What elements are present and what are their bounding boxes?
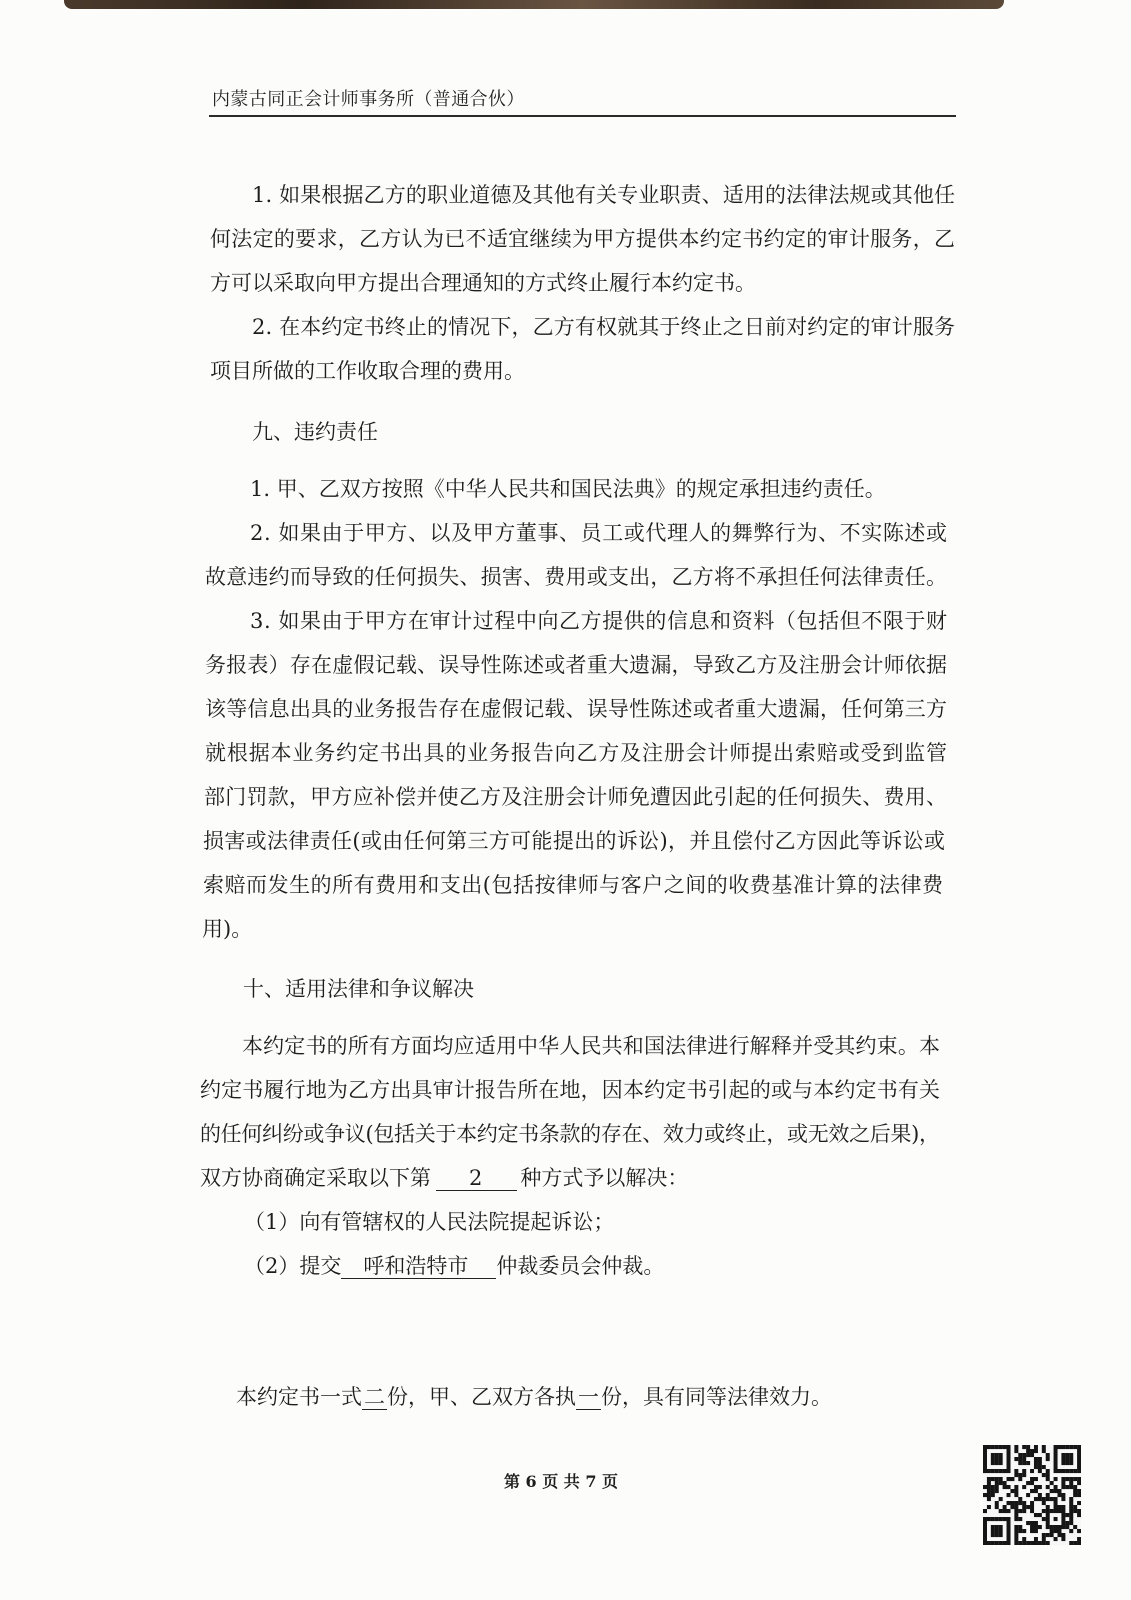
closing-part-2: 份，甲、乙双方各执	[387, 1385, 576, 1409]
closing-part-3: 份，具有同等法律效力。	[601, 1385, 832, 1409]
arbitration-suffix: 仲裁委员会仲裁。	[496, 1254, 665, 1278]
clause-line: 2. 在本约定书终止的情况下，乙方有权就其于终止之日前对约定的审计服务	[252, 315, 956, 339]
clause-line: 故意违约而导致的任何损失、损害、费用或支出，乙方将不承担任何法律责任。	[205, 565, 948, 589]
scan-edge	[64, 0, 1004, 9]
each-count-blank: 一	[578, 1385, 599, 1409]
method-choice-blank: 2	[436, 1166, 517, 1191]
clause-line: 损害或法律责任(或由任何第三方可能提出的诉讼)，并且偿付乙方因此等诉讼或	[203, 829, 946, 853]
dispute-option-arbitration	[244, 1244, 664, 1288]
clause-line: 部门罚款，甲方应补偿并使乙方及注册会计师免遭因此引起的任何损失、费用、	[204, 785, 948, 809]
section-heading: 九、违约责任	[252, 420, 378, 444]
page-number: 第 6 页 共 7 页	[503, 1472, 619, 1491]
copies-count-blank: 二	[364, 1385, 385, 1409]
closing-part-1: 本约定书一式	[236, 1385, 362, 1409]
clause-line: 2. 如果由于甲方、以及甲方董事、员工或代理人的舞弊行为、不实陈述或	[250, 521, 948, 545]
clause-line: 务报表）存在虚假记载、误导性陈述或者重大遗漏，导致乙方及注册会计师依据	[205, 653, 948, 677]
arbitration-venue-blank: 呼和浩特市	[341, 1254, 496, 1279]
method-choice-line	[200, 1156, 688, 1200]
clause-line: 该等信息出具的业务报告存在虚假记载、误导性陈述或者重大遗漏，任何第三方	[205, 697, 948, 721]
clause-line: 1. 甲、乙双方按照《中华人民共和国民法典》的规定承担违约责任。	[250, 477, 886, 501]
clause-line: 3. 如果由于甲方在审计过程中向乙方提供的信息和资料（包括但不限于财	[250, 609, 948, 633]
clause-line: 方可以采取向甲方提出合理通知的方式终止履行本约定书。	[210, 271, 756, 295]
closing-sentence	[236, 1375, 832, 1419]
paragraph-line: 本约定书的所有方面均应适用中华人民共和国法律进行解释并受其约束。本	[242, 1034, 941, 1058]
header-rule	[209, 115, 956, 117]
dispute-option-litigation: （1）向有管辖权的人民法院提起诉讼；	[244, 1210, 615, 1234]
clause-line: 索赔而发生的所有费用和支出(包括按律师与客户之间的收费基准计算的法律费	[203, 873, 944, 897]
paragraph-line: 的任何纠纷或争议(包括关于本约定书条款的存在、效力或终止，或无效之后果)，	[200, 1122, 940, 1146]
method-line-prefix: 双方协商确定采取以下第	[200, 1166, 431, 1190]
clause-line: 用)。	[202, 917, 253, 941]
qr-code	[983, 1445, 1081, 1545]
firm-name-header: 内蒙古同正会计师事务所（普通合伙）	[212, 89, 525, 110]
clause-line: 1. 如果根据乙方的职业道德及其他有关专业职责、适用的法律法规或其他任	[252, 183, 956, 207]
paragraph-line: 约定书履行地为乙方出具审计报告所在地，因本约定书引起的或与本约定书有关	[200, 1078, 941, 1102]
section-heading: 十、适用法律和争议解决	[243, 977, 474, 1001]
clause-line: 就根据本业务约定书出具的业务报告向乙方及注册会计师提出索赔或受到监管	[205, 741, 948, 765]
clause-line: 何法定的要求，乙方认为已不适宜继续为甲方提供本约定书约定的审计服务，乙	[210, 227, 956, 251]
method-line-suffix: 种方式予以解决：	[520, 1166, 689, 1190]
clause-line: 项目所做的工作收取合理的费用。	[210, 359, 525, 383]
arbitration-prefix: （2）提交	[244, 1254, 342, 1278]
